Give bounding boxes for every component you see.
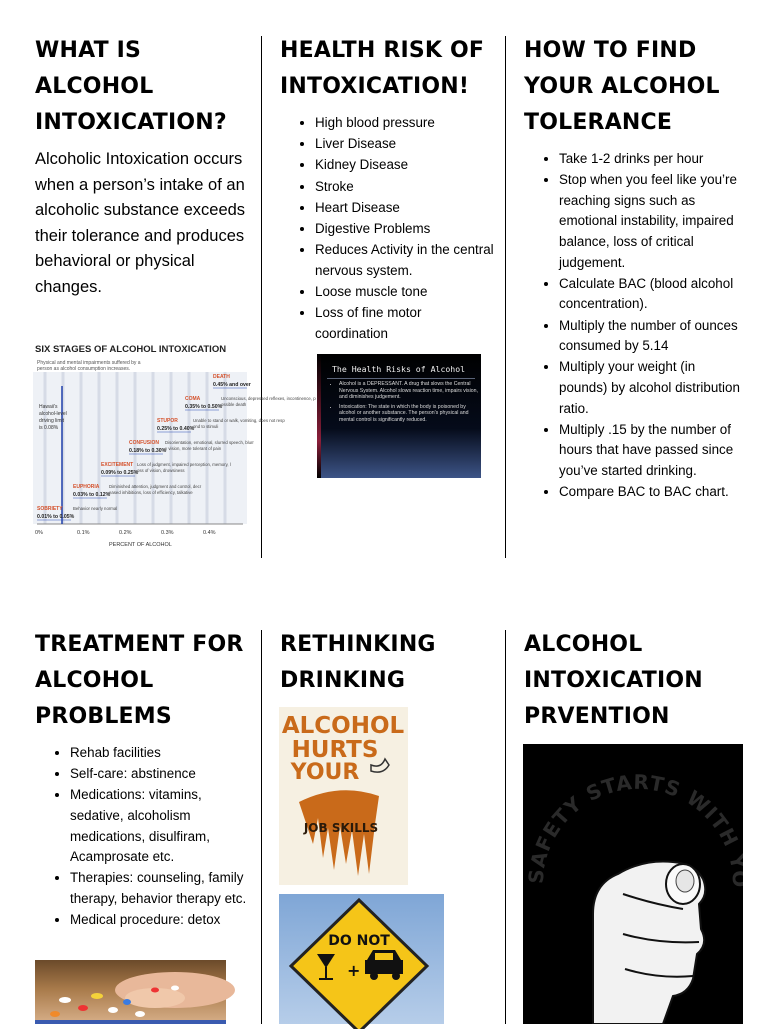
stage-desc: Unconscious, depressed reflexes, incontinence, p	[221, 396, 316, 401]
heading-line: INTOXICATION!	[280, 74, 470, 99]
pills-photo	[35, 960, 226, 1024]
slide-bullet: • Intoxication: The state in which the body is poisoned by alcohol or another substance. The person's physical and mental control is significantly reduced.	[339, 404, 481, 424]
list-item: • Multiply your weight (in pounds) by alcohol distribution ratio.	[559, 357, 744, 419]
x-axis-label: PERCENT OF ALCOHOL	[109, 542, 172, 548]
safety-starts-poster	[523, 744, 743, 1024]
stage-desc: ossible death	[221, 402, 247, 407]
column-tolerance	[524, 33, 744, 503]
stage-name: EUPHORIA	[73, 484, 100, 490]
slide-title: The Health Risks of Alcohol	[332, 364, 466, 374]
section-heading	[35, 627, 250, 735]
list-item: • Liver Disease	[315, 134, 495, 155]
list-item: • High blood pressure	[315, 113, 495, 134]
heading-line: TREATMENT FOR	[35, 632, 244, 657]
chart-subtitle: person as alcohol consumption increases.	[37, 366, 131, 372]
stage-desc: oss of vision, drowsiness	[137, 468, 185, 473]
section-heading	[35, 33, 247, 141]
heading-line: TOLERANCE	[524, 110, 673, 135]
stage-desc: eased inhibitions, loss of efficiency, talkative	[109, 490, 193, 495]
column-divider	[261, 630, 262, 1024]
section-heading	[280, 627, 495, 699]
heading-line: ALCOHOL	[524, 632, 643, 657]
list-item: • Medications: vitamins, sedative, alcoholism medications, disulfiram, Acamprosate etc.	[70, 785, 250, 867]
treatment-list	[35, 743, 250, 931]
stage-range: 0.09% to 0.25%	[101, 470, 139, 476]
poster-line: HURTS	[291, 737, 379, 763]
alcohol-hurts-poster	[279, 707, 408, 885]
column-what-is	[35, 33, 247, 301]
list-item: • Calculate BAC (blood alcohol concentration).	[559, 274, 744, 315]
poster-line: ALCOHOL	[281, 713, 405, 739]
sign-text: DO NOT	[328, 933, 390, 949]
stage-name: EXCITEMENT	[101, 462, 134, 468]
stage-name: COMA	[185, 396, 201, 402]
poster-line: JOB SKILLS	[303, 821, 379, 835]
heading-line: RETHINKING	[280, 632, 436, 657]
column-health-risk	[280, 33, 495, 345]
arc-text-path: SAFETY STARTS WITH	[523, 769, 743, 885]
poster-line: YOUR	[290, 760, 360, 785]
stage-desc: ond to stimuli	[193, 424, 219, 429]
side-note: is 0.08%	[39, 425, 59, 431]
section-heading	[524, 627, 749, 735]
slide-accent-bar	[317, 354, 321, 478]
heading-line: ALCOHOL	[35, 668, 154, 693]
list-item: • Heart Disease	[315, 198, 495, 219]
heading-line: HOW TO FIND	[524, 38, 697, 63]
slide-divider	[327, 378, 475, 379]
heading-line: PRVENTION	[524, 704, 670, 729]
section-heading	[524, 33, 744, 141]
x-tick: 0.1%	[77, 530, 90, 536]
heading-line: WHAT IS	[35, 38, 142, 63]
list-item: • Stroke	[315, 177, 495, 198]
stage-range: 0.35% to 0.50%	[185, 404, 223, 410]
slide-bullet: • Alcohol is a DEPRESSANT. A drug that slows the Central Nervous System. Alcohol slows reaction time, impairs vision, and diminishes judgement.	[339, 381, 481, 401]
stage-desc: Unable to stand or walk, vomiting, does not resp	[193, 418, 285, 423]
list-item: • Take 1-2 drinks per hour	[559, 149, 744, 170]
stage-range: 0.18% to 0.30%	[129, 448, 167, 454]
list-item: • Digestive Problems	[315, 219, 495, 240]
stage-range: 0.45% and over	[213, 382, 251, 388]
list-item: • Loss of fine motor coordination	[315, 303, 495, 344]
stage-desc: Disorientation, emotional, slurred speech, blurr	[165, 440, 254, 445]
column-treatment	[35, 627, 250, 931]
heading-line: HEALTH RISK OF	[280, 38, 485, 63]
x-tick: 0.4%	[203, 530, 216, 536]
stage-name: DEATH	[213, 374, 230, 380]
stage-name: STUPOR	[157, 418, 178, 424]
stage-range: 0.03% to 0.12%	[73, 492, 111, 498]
side-note: Hawaii's	[39, 404, 58, 410]
list-item: • Self-care: abstinence	[70, 764, 250, 785]
heading-line: PROBLEMS	[35, 704, 172, 729]
list-item: • Stop when you feel like you’re reaching signs such as emotional instability, impaired balance, loss of critical judgement.	[559, 170, 744, 273]
column-divider	[261, 36, 262, 558]
stage-desc: y vision, more tolerant of pain	[165, 446, 222, 451]
list-item: • Rehab facilities	[70, 743, 250, 764]
stage-range: 0.25% to 0.40%	[157, 426, 195, 432]
side-note: alcohol-level	[39, 411, 67, 417]
heading-line: INTOXICATION	[524, 668, 703, 693]
definition-paragraph: Alcoholic Intoxication occurs when a person’s intake of an alcoholic substance exceeds their tolerance and produces behavioral or physical changes.	[35, 150, 246, 296]
column-divider	[505, 36, 506, 558]
heading-line: DRINKING	[280, 668, 406, 693]
stage-name: CONFUSION	[129, 440, 159, 446]
list-item: • Medical procedure: detox	[70, 910, 250, 931]
side-note: driving limit	[39, 418, 65, 424]
list-item: • Therapies: counseling, family therapy, behavior therapy etc.	[70, 868, 250, 909]
slide-bullets	[329, 381, 481, 424]
list-item: • Multiply .15 by the number of hours that have passed since you’ve started drinking.	[559, 420, 744, 482]
heading-line: ALCOHOL	[35, 74, 154, 99]
stage-name: SOBRIETY	[37, 506, 63, 512]
x-tick: 0.3%	[161, 530, 174, 536]
column-prevention	[524, 627, 749, 735]
six-stages-chart	[33, 336, 316, 550]
section-heading	[280, 33, 495, 105]
x-tick: 0%	[35, 530, 43, 536]
heading-line: INTOXICATION?	[35, 110, 227, 135]
plus-icon: +	[347, 961, 361, 980]
health-risks-slide	[317, 354, 481, 478]
list-item: • Compare BAC to BAC chart.	[559, 482, 744, 503]
stage-desc: Diminished attention, judgment and control, decr	[109, 484, 202, 489]
tolerance-list	[524, 149, 744, 503]
chart-title: SIX STAGES OF ALCOHOL INTOXICATION	[35, 344, 227, 355]
heading-line: YOUR ALCOHOL	[524, 74, 720, 99]
list-item: • Kidney Disease	[315, 155, 495, 176]
list-item: • Multiply the number of ounces consumed by 5.14	[559, 316, 744, 357]
stage-desc: Loss of judgment, impaired perception, memory, l	[137, 462, 231, 467]
column-divider	[505, 630, 506, 1024]
health-risk-list	[280, 113, 495, 344]
column-rethinking	[280, 627, 495, 699]
do-not-drink-drive-sign	[279, 894, 444, 1024]
stage-desc: Behavior nearly normal	[73, 506, 118, 511]
stage-range: 0.01% to 0.05%	[37, 514, 75, 520]
list-item: • Reduces Activity in the central nervous system.	[315, 240, 495, 281]
list-item: • Loose muscle tone	[315, 282, 495, 303]
pointing-hand-icon	[593, 862, 705, 1025]
chart-subtitle: Physical and mental impairments suffered by a	[37, 360, 141, 366]
x-tick: 0.2%	[119, 530, 132, 536]
